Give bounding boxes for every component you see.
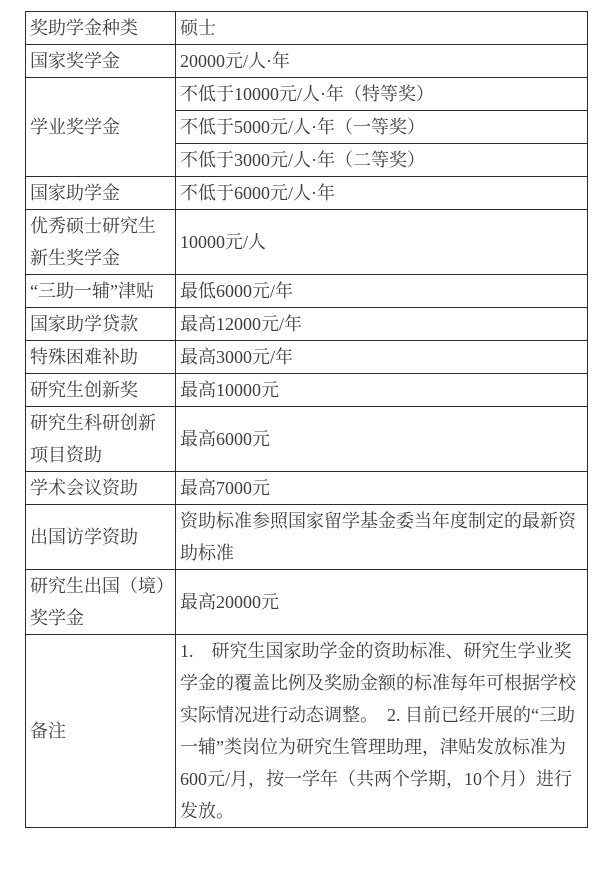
table-row	[26, 78, 588, 111]
row-value-cell: 资助标准参照国家留学基金委当年度制定的最新资助标准	[176, 505, 588, 570]
row-label-cell: 学业奖学金	[26, 78, 176, 177]
table-row	[26, 275, 588, 308]
row-label-cell: 学术会议资助	[26, 472, 176, 505]
table-row	[26, 374, 588, 407]
table-row	[26, 45, 588, 78]
row-label-cell: 研究生科研创新项目资助	[26, 407, 176, 472]
row-value-cell: 20000元/人·年	[176, 45, 588, 78]
row-label-cell: 出国访学资助	[26, 505, 176, 570]
table-row	[26, 505, 588, 570]
row-value-cell: 不低于3000元/人·年（二等奖）	[176, 144, 588, 177]
header-degree-cell: 硕士	[176, 12, 588, 45]
row-label-cell: 备注	[26, 635, 176, 828]
row-label-cell: 国家奖学金	[26, 45, 176, 78]
row-value-cell: 1. 研究生国家助学金的资助标准、研究生学业奖学金的覆盖比例及奖励金额的标准每年可根据学校实际情况进行动态调整。 2. 目前已经开展的“三助一辅”类岗位为研究生管理助理，津贴发放标准为600元/月，按一学年（共两个学期，10个月）进行发放。	[176, 635, 588, 828]
table-row	[26, 210, 588, 275]
row-value-cell: 不低于6000元/人·年	[176, 177, 588, 210]
table-row	[26, 635, 588, 828]
table-row	[26, 570, 588, 635]
row-value-cell: 10000元/人	[176, 210, 588, 275]
row-value-cell: 不低于10000元/人·年（特等奖）	[176, 78, 588, 111]
table-row	[26, 472, 588, 505]
row-label-cell: 国家助学贷款	[26, 308, 176, 341]
table-row	[26, 308, 588, 341]
row-label-cell: “三助一辅”津贴	[26, 275, 176, 308]
row-label-cell: 国家助学金	[26, 177, 176, 210]
row-label-cell: 研究生出国（境）奖学金	[26, 570, 176, 635]
row-label-cell: 特殊困难补助	[26, 341, 176, 374]
table-header-row	[26, 12, 588, 45]
row-value-cell: 最高7000元	[176, 472, 588, 505]
row-value-cell: 最低6000元/年	[176, 275, 588, 308]
scholarship-table	[25, 11, 588, 828]
row-value-cell: 最高12000元/年	[176, 308, 588, 341]
header-category-cell: 奖助学金种类	[26, 12, 176, 45]
row-value-cell: 最高6000元	[176, 407, 588, 472]
table-row	[26, 407, 588, 472]
row-value-cell: 最高20000元	[176, 570, 588, 635]
row-label-cell: 研究生创新奖	[26, 374, 176, 407]
row-value-cell: 不低于5000元/人·年（一等奖）	[176, 111, 588, 144]
table-row	[26, 341, 588, 374]
table-row	[26, 177, 588, 210]
row-label-cell: 优秀硕士研究生新生奖学金	[26, 210, 176, 275]
row-value-cell: 最高10000元	[176, 374, 588, 407]
row-value-cell: 最高3000元/年	[176, 341, 588, 374]
